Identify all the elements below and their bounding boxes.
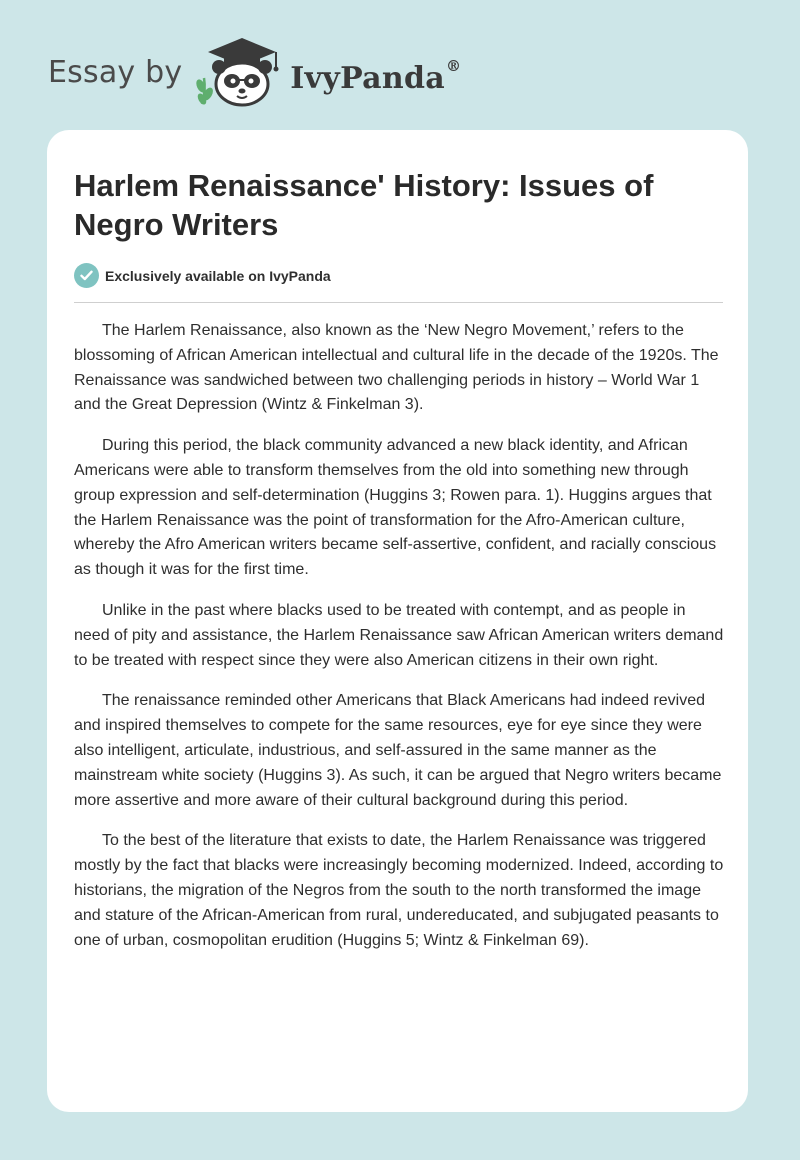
paragraph: To the best of the literature that exists to date, the Harlem Renaissance was triggered mostly by the fact that blacks were increasingly becoming modernized. Indeed, according to historians, the migration of the Negros from the south to the north transformed the image and stature of the African-American from rural, undereducated, and subjugated peasants to one of urban, cosmopolitan erudition (Huggins 5; Wintz & Finkelman 69). (74, 832, 724, 949)
exclusive-label: Exclusively available on IvyPanda (105, 267, 331, 284)
paragraph: The Harlem Renaissance, also known as the ‘New Negro Movement,’ refers to the blossoming of African American intellectual and cultural life in the decade of the 1920s. The Renaissance was sandwiched between two challenging periods in history – World War 1 and the Great Depression (Wintz & Finkelman 3). (74, 322, 719, 414)
page-title: Harlem Renaissance' History: Issues of Negro Writers (74, 168, 654, 242)
essay-body (74, 319, 724, 969)
exclusive-notice (74, 263, 331, 288)
divider (74, 302, 723, 303)
panda-graduate-icon[interactable] (196, 34, 288, 110)
paragraph: Unlike in the past where blacks used to be treated with contempt, and as people in need of pity and assistance, the Harlem Renaissance saw African American writers demand to be treated with respect since they were also American citizens in their own right. (74, 601, 724, 669)
essay-by-label: Essay by (48, 54, 183, 90)
paragraph: During this period, the black community advanced a new black identity, and African Americans were able to transform themselves from the old into something new through group expression and self-determination (Huggins 3; Rowen para. 1). Huggins argues that the Harlem Renaissance was the point of transformation for the Afro-American culture, whereby the Afro American writers became self-assertive, confident, and racially conscious as though it was for the first time. (74, 437, 717, 579)
brand-name[interactable]: IvyPanda® (290, 56, 462, 96)
site-header (48, 34, 461, 110)
registered-mark: ® (446, 56, 462, 75)
essay-card (47, 130, 748, 1112)
paragraph: The renaissance reminded other Americans that Black Americans had indeed revived and inspired themselves to compete for the same resources, eye for eye since they were also intelligent, articulate, industrious, and self-assured in the same manner as the mainstream white society (Huggins 3). As such, it can be argued that Negro writers became more assertive and more aware of their cultural background during this period. (74, 692, 722, 809)
check-badge-icon (74, 263, 99, 288)
